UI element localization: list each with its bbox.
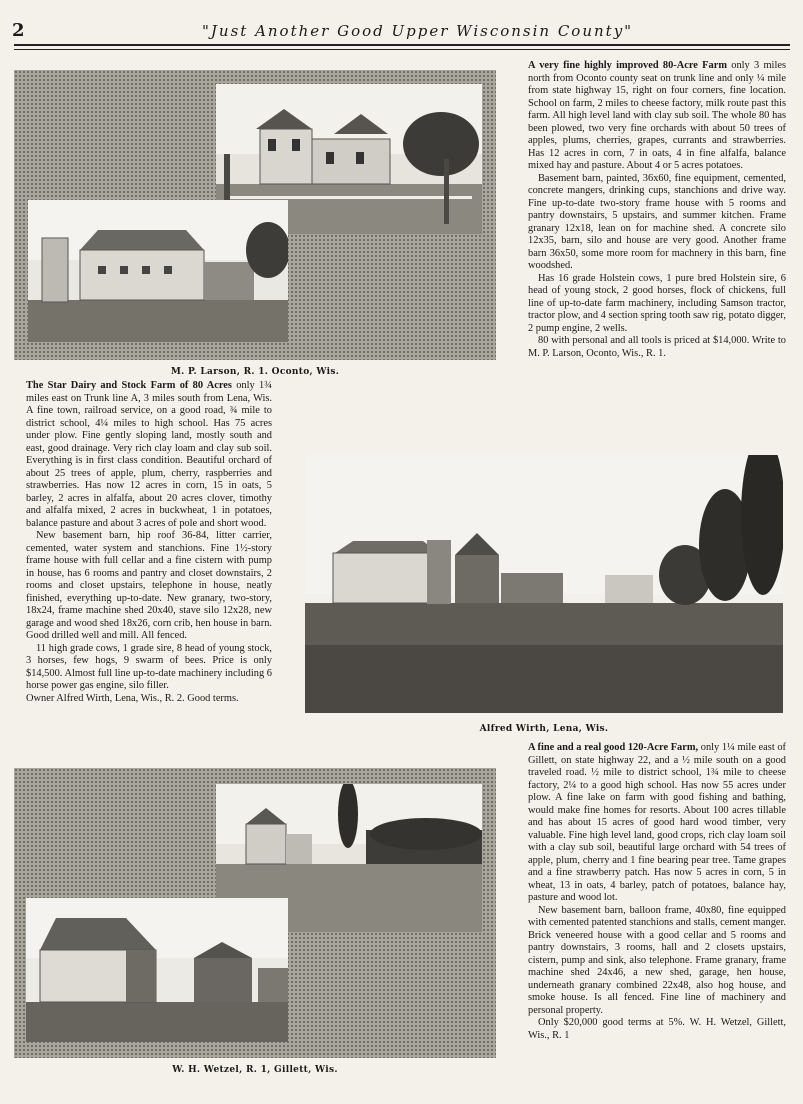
wetzel-article-lead (528, 742, 786, 905)
wetzel-article-paragraph: Only $20,000 good terms at 5%. W. H. Wetzel, Gillett, Wis., R. 1 (528, 1017, 786, 1041)
wirth-photo-caption: Alfred Wirth, Lena, Wis. (479, 724, 609, 734)
wetzel-photo-caption: W. H. Wetzel, R. 1, Gillett, Wis. (172, 1065, 338, 1075)
larson-article-paragraph: only 3 miles north from Oconto county seat on trunk line and only ¼ mile from state highway 15, right on four corners, fine location. School on farm, 2 miles to cheese factory, milk route past this farm. All high level land with clay sub soil. The whole 80 has been plowed, two very fine orchards with about 50 trees of apples, plums, cherries, grapes, currants and strawberries. Has 12 acres in corn, 7 in oats, 4 in fine alfalfa, balance mixed hay and pasture. About 4 or 5 acres potatoes. (528, 60, 786, 171)
page-number: 2 (12, 20, 25, 41)
larson-photo-collage (14, 70, 496, 360)
running-title: "Just Another Good Upper Wisconsin County" (202, 22, 634, 40)
page-header (12, 18, 792, 44)
header-rule (14, 44, 790, 50)
larson-article (528, 60, 786, 360)
wirth-article (26, 380, 272, 705)
wetzel-article-paragraph: only 1¼ mile east of Gillett, on state highway 22, and a ½ mile south on a good traveled road. ½ mile to district school, 1¾ mile to cheese factory, 2¼ to a good high school. Has now 55 acres under plow. A fine lake on farm with good fishing and bathing, would make fine homes for resorts. About 100 acres tillable and has about 15 acres of good hard wood timber, very valuable. Fine high level land, good crops, rich clay loam soil with a clay sub soil, beautiful large orchard with 54 trees of apple, plum, cherry and 1 fine bearing pear tree. Tame grapes and a fine strawberry patch. Has now 5 acres in corn, 5 in wheat, 13 in oats, 4 barley, patch of potatoes, balance hay, pasture and wood lot. (528, 742, 786, 903)
wetzel-article (528, 742, 786, 1042)
wirth-article-headline: The Star Dairy and Stock Farm of 80 Acres (26, 380, 232, 391)
wetzel-barn-photo (26, 898, 288, 1042)
larson-article-lead (528, 60, 786, 173)
wetzel-photo-collage (14, 768, 496, 1058)
larson-article-paragraph: Basement barn, painted, 36x60, fine equipment, cemented, concrete mangers, drinking cups, stanchions and drive way. Fine up-to-date two-story frame house with 5 rooms and pantry downstairs, 5 upstairs, and summer kitchen. Frame granary 12x18, lean on for machine shed. A concrete silo 12x35, barn, silo and house are very good. Another frame barn 36x50, some more room for machnery in this barn, fine woodshed. (528, 172, 786, 271)
wirth-article-paragraph: New basement barn, hip roof 36-84, litter carrier, cemented, water system and stanchions. Fine 1½-story frame house with full cellar and a fine cistern with pump in house, has 6 rooms and pantry and closet downstairs, 2 rooms and closet upstairs, telephone in house, neatly finished, everything up-to-date. New granary, two-story, 18x24, frame machine shed 20x40, stave silo 12x28, new garage and wood shed 18x26, corn crib, hen house in barn. Good drilled well and mill. All fenced. (26, 530, 272, 641)
larson-article-headline: A very fine highly improved 80-Acre Farm (528, 60, 727, 71)
larson-barn-photo (28, 200, 288, 342)
wetzel-article-paragraph: New basement barn, balloon frame, 40x80, fine equipped with cemented patented stanchions and stalls, cement manger. Brick veneered house with a good cellar and 5 rooms and pantry downstairs, 3 rooms, hall and 2 closets upstairs, cistern, pump and sink, also telephone. Frame granary, frame machine shed 24x46, a new shed, garage, hen house, underneath granary combined 22x48, also hog house, and smoke house. Is all fenced. Fine line of machinery and personal property. (528, 904, 786, 1016)
larson-article-paragraph: Has 16 grade Holstein cows, 1 pure bred Holstein sire, 6 head of young stock, 2 good horses, flock of chickens, full line of up-to-date farm machinery, including Samson tractor, tractor plow, and 4 section spring tooth saw rig, potato digger, 2 pump engine, 2 wells. (528, 272, 786, 334)
wirth-article-paragraph: 11 high grade cows, 1 grade sire, 8 head of young stock, 3 horses, few hogs, 9 swarm of bees. Price is only $14,500. Almost full line up-to-date machinery including 6 horse power gas engine, silo filler. (26, 642, 272, 691)
wirth-article-paragraph: Owner Alfred Wirth, Lena, Wis., R. 2. Good terms. (26, 692, 239, 704)
wirth-article-paragraph: only 1¾ miles east on Trunk line A, 3 miles south from Lena, Wis. A fine town, railroad service, on a good road, ¾ mile to district school, 4¼ miles to high school. Has 75 acres under plow. Fine gently sloping land, mostly south and east, good drainage. Very rich clay loam and clay sub soil. Everything is in first class condition. Beautiful orchard of about 25 trees of apple, plum, cherry, raspberries and strawberries. Has now 12 acres in corn, 15 in oats, 5 barley, 2 acres in alfalfa, about 20 acres clover, timothy and alfalfa mixed, 2 acres in buckwheat, 1 in potatoes, balance pasture and about 3 acres of pole and short wood. (26, 380, 272, 529)
wirth-article-lead (26, 380, 272, 530)
larson-photo-caption: M. P. Larson, R. 1. Oconto, Wis. (170, 367, 340, 377)
larson-article-paragraph: 80 with personal and all tools is priced at $14,000. Write to M. P. Larson, Oconto, Wis., R. 1. (528, 335, 786, 359)
wirth-farm-photo (305, 455, 783, 713)
wetzel-article-headline: A fine and a real good 120-Acre Farm, (528, 742, 699, 753)
